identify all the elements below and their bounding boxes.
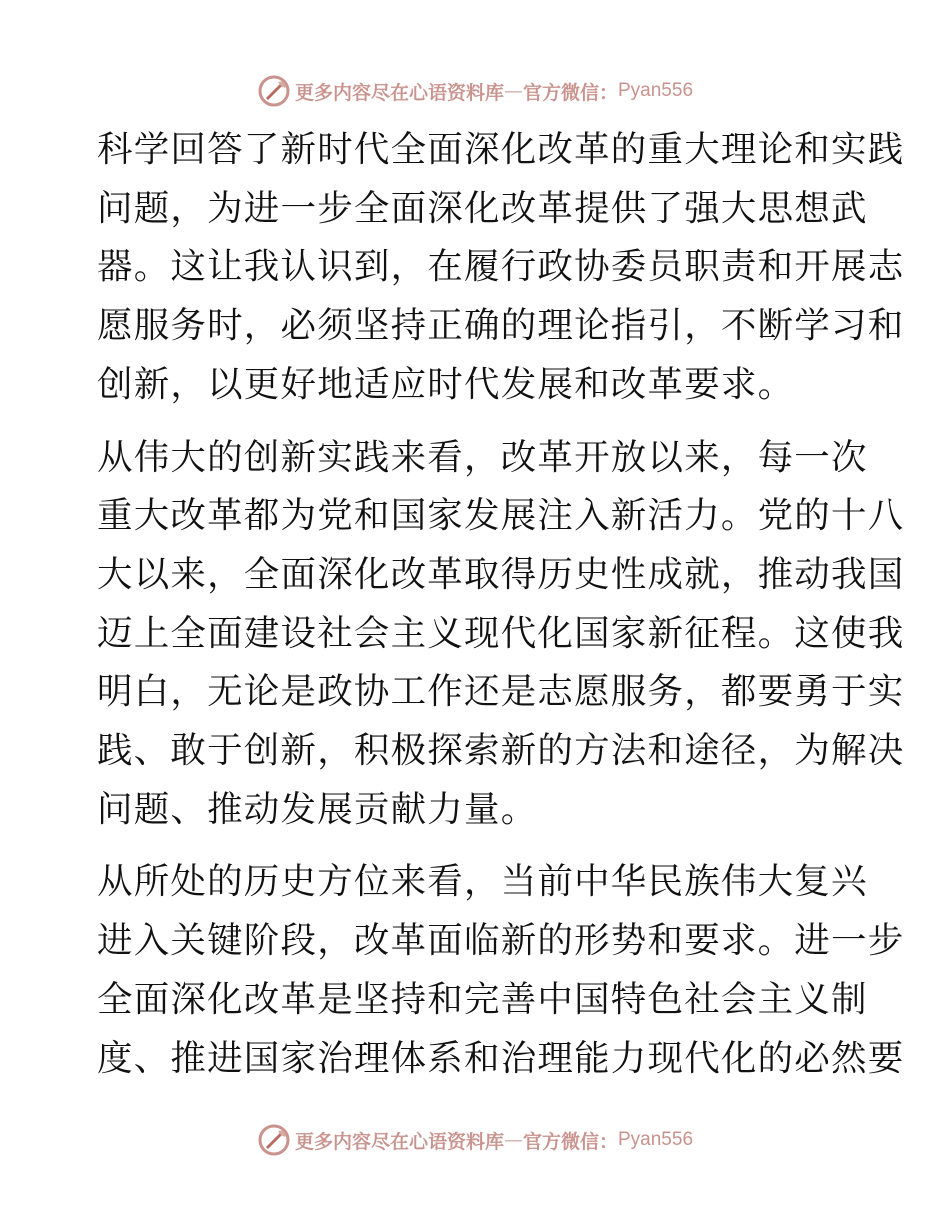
text-line: 全面深化改革是坚持和完善中国特色社会主义制 (97, 978, 868, 1020)
watermark-brand: 更多内容尽在心语资料库 (294, 81, 504, 104)
paragraph-3 (97, 853, 905, 1088)
text-line: 度、推进国家治理体系和治理能力现代化的必然要 (97, 1037, 905, 1079)
text-line: 愿服务时，必须坚持正确的理论指引，不断学习和 (97, 305, 905, 347)
text-line: 从伟大的创新实践来看，改革开放以来，每一次 (97, 436, 868, 478)
watermark-separator: — (503, 80, 523, 102)
text-line: 从所处的历史方位来看，当前中华民族伟大复兴 (97, 861, 868, 903)
text-line: 问题、推动发展贡献力量。 (97, 788, 538, 830)
quill-logo-icon (257, 74, 291, 108)
watermark-brand: 更多内容尽在心语资料库 (294, 1130, 504, 1153)
paragraph-2 (97, 429, 905, 840)
watermark-label: 官方微信： (522, 81, 618, 104)
quill-logo-icon (257, 1123, 291, 1157)
watermark-separator: — (503, 1129, 523, 1151)
text-line: 科学回答了新时代全面深化改革的重大理论和实践 (97, 129, 905, 170)
text-line: 问题，为进一步全面深化改革提供了强大思想武 (97, 187, 868, 229)
text-line: 重大改革都为党和国家发展注入新活力。党的十八 (97, 495, 905, 537)
document-body (97, 121, 905, 1088)
text-line: 大以来，全面深化改革取得历史性成就，推动我国 (97, 553, 905, 595)
paragraph-1 (97, 121, 905, 415)
text-line: 创新，以更好地适应时代发展和改革要求。 (97, 363, 795, 405)
watermark-wechat-id: Pyan556 (618, 80, 694, 101)
watermark-label: 官方微信： (522, 1130, 618, 1153)
text-line: 进入关键阶段，改革面临新的形势和要求。进一步 (97, 920, 905, 962)
footer-watermark (0, 1120, 950, 1160)
text-line: 践、敢于创新，积极探索新的方法和途径，为解决 (97, 730, 905, 772)
text-line: 器。这让我认识到，在履行政协委员职责和开展志 (97, 246, 905, 288)
header-watermark (0, 71, 950, 111)
watermark-wechat-id: Pyan556 (618, 1129, 694, 1150)
text-line: 迈上全面建设社会主义现代化国家新征程。这使我 (97, 612, 905, 654)
text-line: 明白，无论是政协工作还是志愿服务，都要勇于实 (97, 671, 905, 713)
